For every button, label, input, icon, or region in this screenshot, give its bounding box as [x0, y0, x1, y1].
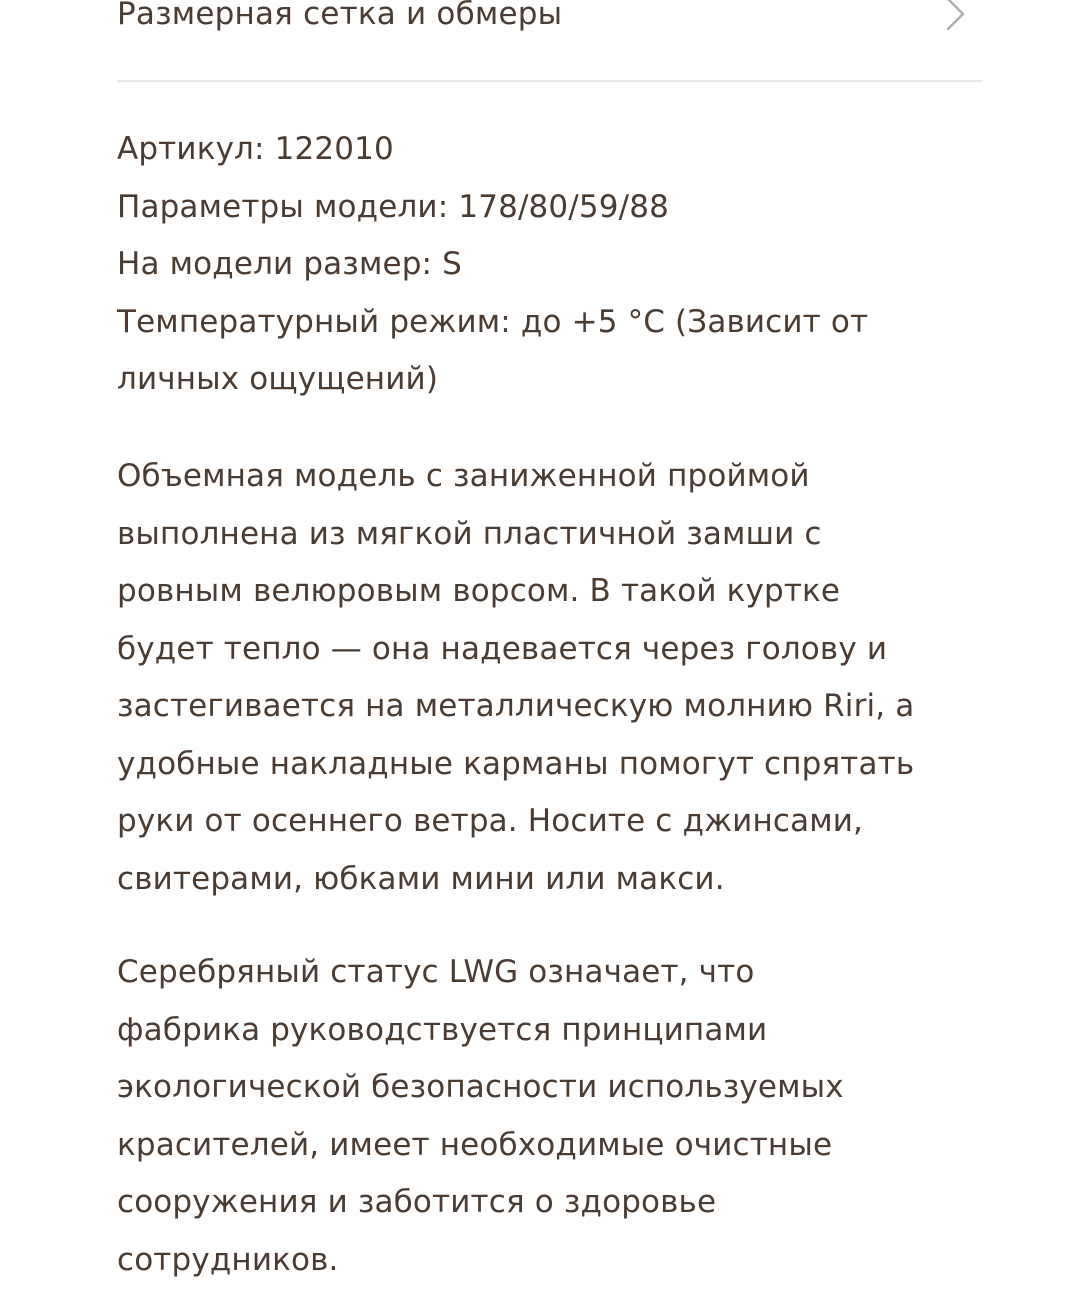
lwg-line: фабрика руководствуется принципами — [117, 1002, 997, 1060]
lwg-line: сооружения и заботится о здоровье — [117, 1174, 997, 1232]
description-line: руки от осеннего ветра. Носите с джинсами, — [117, 793, 997, 851]
lwg-line: экологической безопасности используемых — [117, 1059, 997, 1117]
chevron-right-icon — [941, 0, 969, 32]
model-parameters: Параметры модели: 178/80/59/88 — [117, 179, 983, 237]
description-line: удобные накладные карманы помогут спрятать — [117, 736, 997, 794]
description-line: будет тепло — она надевается через голову и — [117, 621, 997, 679]
temperature-range-note: личных ощущений) — [117, 351, 983, 409]
description-line: ровным велюровым ворсом. В такой куртке — [117, 563, 997, 621]
article-number: Артикул: 122010 — [117, 121, 983, 179]
size-chart-label: Размерная сетка и обмеры — [117, 0, 562, 32]
description-line: Объемная модель с заниженной проймой — [117, 448, 997, 506]
product-specs — [117, 121, 983, 409]
lwg-line: Серебряный статус LWG означает, что — [117, 944, 997, 1002]
temperature-range: Температурный режим: до +5 °С (Зависит от — [117, 294, 983, 352]
description-line: застегивается на металлическую молнию Riri, а — [117, 678, 997, 736]
lwg-status-text — [117, 944, 997, 1289]
product-description — [117, 448, 997, 908]
model-size: На модели размер: S — [117, 236, 983, 294]
description-line: выполнена из мягкой пластичной замши с — [117, 506, 997, 564]
lwg-line: красителей, имеет необходимые очистные — [117, 1117, 997, 1175]
divider — [117, 80, 983, 82]
size-chart-row[interactable] — [117, 0, 983, 46]
description-line: свитерами, юбками мини или макси. — [117, 851, 997, 909]
lwg-line: сотрудников. — [117, 1232, 997, 1289]
